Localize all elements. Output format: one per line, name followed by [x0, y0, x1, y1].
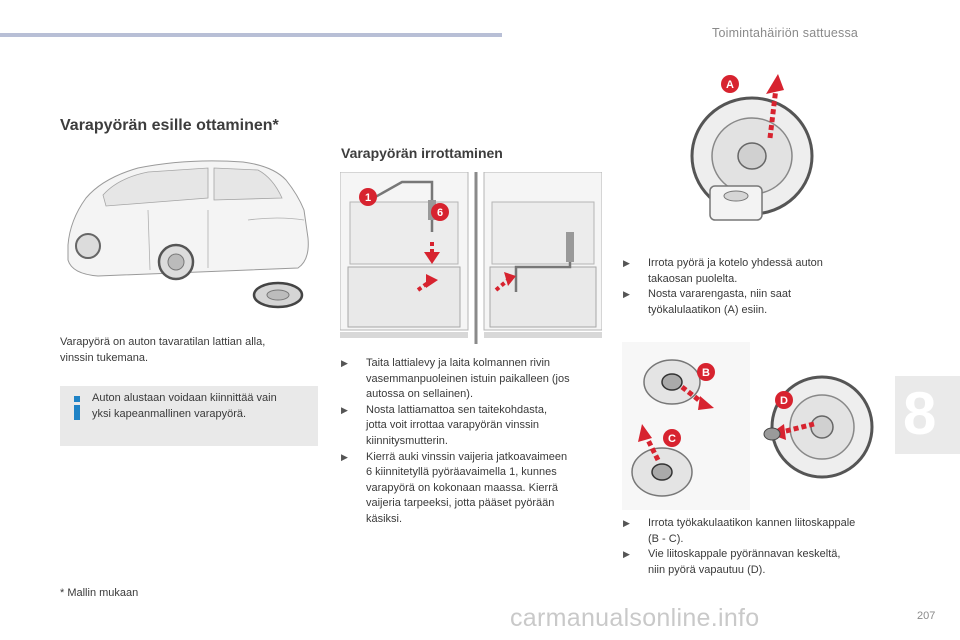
step-line: varapyörä on kokonaan maassa. Kierrä: [366, 481, 558, 494]
tool-box-illustration: [622, 342, 880, 510]
step-line: Nosta vararengasta, niin saat: [648, 288, 792, 301]
step-line: Irrota työkakulaatikon kannen liitoskappale: [648, 517, 856, 529]
section-title: Toimintahäiriön sattuessa: [712, 26, 859, 40]
step-line: vaijeria tarpeeksi, jotta pääset pyörään: [366, 497, 555, 510]
bullet-icon: ▶: [623, 518, 630, 528]
watermark: carmanualsonline.info: [510, 604, 760, 632]
step-line: työkalulaatikon (A) esiin.: [648, 303, 768, 316]
removal-steps: [341, 356, 611, 528]
bullet-icon: ▶: [341, 358, 348, 368]
info-line: yksi kapeanmallinen varapyörä.: [92, 408, 247, 420]
step-line: autossa on sellainen).: [366, 388, 474, 401]
step-line: Kierrä auki vinssin vaijeria jatkoavaimeen: [366, 450, 568, 463]
bullet-icon: ▶: [341, 451, 348, 462]
label-six: 6: [436, 207, 444, 219]
label-d: D: [780, 395, 788, 407]
step-line: Vie liitoskappale pyörännavan keskeltä,: [648, 548, 841, 561]
step-line: käsiksi.: [366, 512, 403, 525]
intro-line: Varapyörä on auton tavaratilan lattian alla,: [60, 336, 266, 348]
list-item: [623, 287, 883, 318]
page-number: 207: [917, 610, 936, 622]
step-line: (B - C).: [648, 532, 684, 545]
label-one: 1: [364, 192, 372, 204]
step-line: Taita lattialevy ja laita kolmannen rivin: [366, 357, 551, 369]
chapter-number: 8: [903, 380, 937, 447]
info-icon: [70, 395, 84, 421]
list-item: [623, 256, 883, 287]
step-line: vasemmanpuoleinen istuin paikalleen (jos: [366, 372, 570, 385]
step-line: takaosan puolelta.: [648, 272, 738, 285]
bullet-icon: ▶: [623, 289, 630, 300]
list-item: [341, 356, 611, 403]
bullet-icon: ▶: [623, 549, 630, 560]
label-a: A: [726, 79, 734, 91]
intro-line: vinssin tukemana.: [60, 352, 149, 364]
right-steps-bottom: [623, 516, 893, 578]
step-line: niin pyörä vapautuu (D).: [648, 563, 766, 576]
list-item: [623, 516, 893, 547]
info-text: [92, 390, 312, 422]
list-item: [341, 403, 611, 450]
list-item: [341, 450, 611, 528]
list-item: [623, 547, 893, 578]
step-line: 6 kiinnitetyllä pyöräavaimella 1, kunnes: [366, 466, 557, 479]
intro-text: [60, 334, 320, 366]
car-illustration: [58, 150, 323, 325]
step-line: Irrota pyörä ja kotelo yhdessä auton: [648, 257, 823, 269]
spare-wheel-illustration: [680, 68, 835, 238]
bullet-icon: ▶: [623, 258, 630, 268]
removal-title: Varapyörän irrottaminen: [341, 145, 503, 161]
step-line: kiinnitysmutterin.: [366, 434, 448, 447]
right-steps-top: [623, 256, 883, 318]
info-line: Auton alustaan voidaan kiinnittää vain: [92, 392, 277, 404]
header-bar: [0, 33, 502, 37]
trunk-illustration: [340, 172, 602, 344]
step-line: jotta voit irrottaa varapyörän vinssin: [366, 419, 540, 432]
footnote: * Mallin mukaan: [60, 587, 139, 599]
step-line: Nosta lattiamattoa sen taitekohdasta,: [366, 403, 547, 416]
bullet-icon: ▶: [341, 404, 348, 415]
page-title: Varapyörän esille ottaminen*: [60, 117, 279, 134]
label-b: B: [702, 367, 710, 379]
label-c: C: [668, 433, 676, 445]
